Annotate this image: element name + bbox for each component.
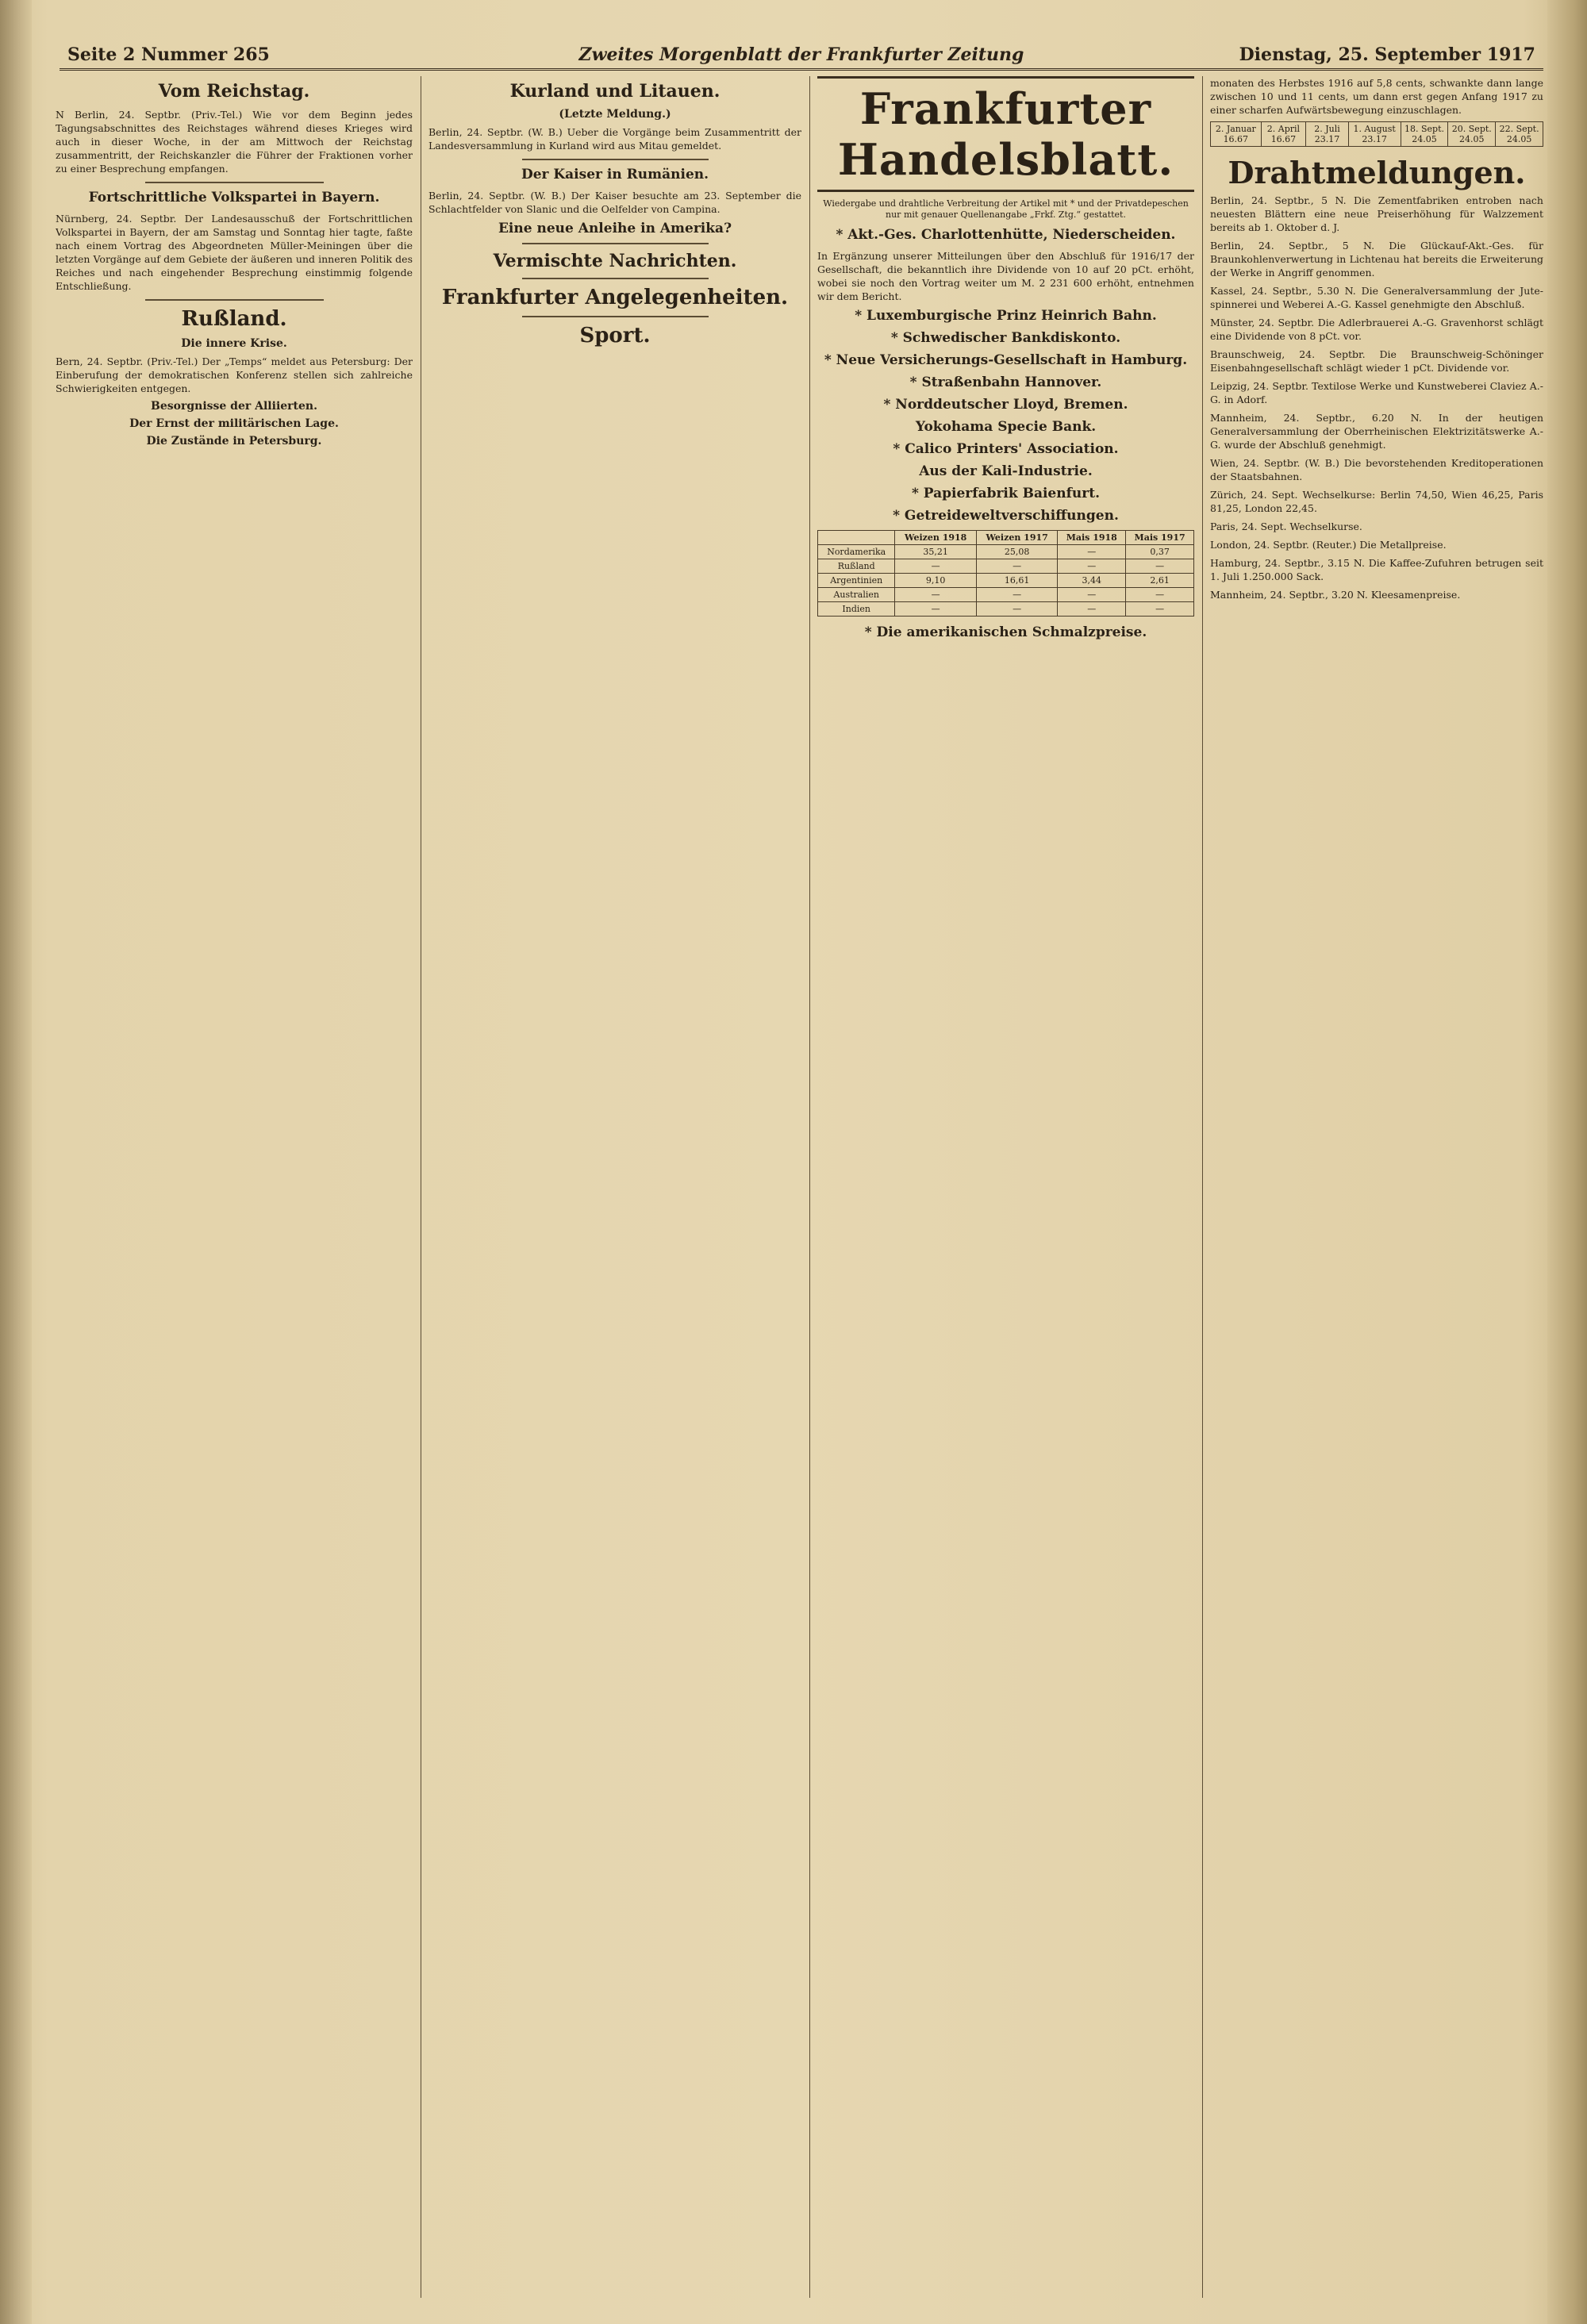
table-cell: 3,44 [1058, 574, 1126, 588]
article-paragraph: monaten des Herbstes 1916 auf 5,8 cents, schwankte dann lange zwischen 10 und 11 cents, um dann erst gegen Anfang 1917 zu einer scharfen Aufwärtsbewegung einzuschlagen. [1210, 77, 1543, 116]
headline-sport: Sport. [579, 324, 651, 348]
table-row [818, 588, 1194, 602]
headline-reichstag: Vom Reichstag. [158, 81, 310, 102]
article-paragraph: Wien, 24. Septbr. (W. B.) Die bevorstehenden Kreditoperationen der Staatsbahnen. [1210, 457, 1543, 482]
table-row [818, 602, 1194, 617]
article-paragraph: Braunschweig, 24. Septbr. Die Braunschweig-Schöninger Eisenbahngesellschaft schlägt wieder 1 pCt. Dividende vor. [1210, 348, 1543, 374]
table-cell: — [1058, 545, 1126, 559]
table-cell: Australien [818, 588, 895, 602]
page-binding-edge [0, 0, 32, 2324]
headline-luxemburg-bahn: * Luxemburgische Prinz Heinrich Bahn. [855, 308, 1157, 324]
headline-schmalzpreise: * Die amerikanischen Schmalzpreise. [864, 624, 1147, 640]
article-paragraph: Hamburg, 24. Septbr., 3.15 N. Die Kaffee-Zufuhren betrugen seit 1. Juli 1.250.000 Sack. [1210, 557, 1543, 582]
table-header-cell [818, 531, 895, 545]
article-paragraph: Berlin, 24. Septbr., 5 N. Die Glückauf-Akt.-Ges. für Braunkohlenverwertung in Lichtenau hat bereits die Erweiterung der Werke in Angriff genommen. [1210, 240, 1543, 278]
table-header-cell: Mais 1918 [1058, 531, 1126, 545]
table-cell: 2,61 [1126, 574, 1194, 588]
headline-versicherung: * Neue Versicherungs-Gesellschaft in Hamburg. [824, 352, 1188, 368]
header-date: Dienstag, 25. September 1917 [1239, 44, 1535, 65]
headline-kaiser: Der Kaiser in Rumänien. [521, 167, 709, 182]
separator [522, 159, 709, 160]
table-cell: — [976, 602, 1057, 617]
headline-volkspartei: Fortschrittliche Volkspartei in Bayern. [88, 190, 380, 206]
table-cell: 9,10 [895, 574, 976, 588]
table-row [818, 574, 1194, 588]
subheadline: Die Zustände in Petersburg. [146, 435, 322, 448]
table-cell: 2. April 16.67 [1261, 122, 1306, 147]
headline-getreide: * Getreideweltverschiffungen. [893, 508, 1119, 524]
subheadline: (Letzte Meldung.) [559, 108, 671, 121]
table-cell: 2. Januar 16.67 [1211, 122, 1262, 147]
table-cell: 20. Sept. 24.05 [1448, 122, 1496, 147]
headline-anleihe: Eine neue Anleihe in Amerika? [498, 221, 732, 236]
headline-bankdiskonto: * Schwedischer Bankdiskonto. [890, 330, 1121, 346]
table-cell: — [1058, 602, 1126, 617]
price-table [1210, 121, 1543, 147]
header-page-number: Seite 2 Nummer 265 [67, 44, 270, 65]
copyright-note: Wiedergabe und drahtliche Verbreitung der Artikel mit * und der Privatdepeschen nur mit genauer Quellenangabe „Frkf. Ztg.“ gestattet. [823, 198, 1189, 220]
separator [522, 278, 709, 279]
article-paragraph: Nürnberg, 24. Septbr. Der Landesausschuß der Fortschrittlichen Volkspartei in Bayern, der am Samstag und Sonntag hier tagte, faßte nach einem Vortrag des Abgeordneten Müller-Meiningen über die letzten Vorgänge auf dem Gebiete der äußeren und inneren Politik des Reiches und nach eingehender Besprechung einstimmig folgende Entschließung. [56, 213, 413, 292]
table-cell: 25,08 [976, 545, 1057, 559]
separator [145, 299, 324, 301]
table-cell: — [1126, 559, 1194, 574]
column-2 [428, 76, 801, 2298]
table-cell: — [976, 588, 1057, 602]
headline-charlottenhuette: * Akt.-Ges. Charlottenhütte, Niederscheiden. [836, 227, 1176, 243]
headline-calico: * Calico Printers' Association. [893, 441, 1119, 457]
table-cell: 2. Juli 23.17 [1306, 122, 1348, 147]
table-cell: — [895, 559, 976, 574]
subheadline: Der Ernst der militärischen Lage. [129, 417, 339, 430]
table-header-cell: Weizen 1918 [895, 531, 976, 545]
table-cell: Nordamerika [818, 545, 895, 559]
article-paragraph: Zürich, 24. Sept. Wechselkurse: Berlin 74,50, Wien 46,25, Paris 81,25, London 22,45. [1210, 489, 1543, 514]
headline-russland: Rußland. [181, 307, 287, 331]
table-cell: — [1058, 588, 1126, 602]
table-cell: — [1058, 559, 1126, 574]
section-title-handelsblatt: Frankfurter Handelsblatt. [817, 76, 1194, 192]
column-3 [817, 76, 1194, 2298]
page-right-edge [1547, 0, 1587, 2324]
table-cell: Rußland [818, 559, 895, 574]
article-paragraph: London, 24. Septbr. (Reuter.) Die Metallpreise. [1210, 539, 1447, 551]
table-cell: — [1126, 588, 1194, 602]
article-paragraph: Berlin, 24. Septbr. (W. B.) Der Kaiser besuchte am 23. September die Schlachtfelder von Slanic und die Oelfelder von Campina. [428, 190, 801, 215]
table-cell: 22. Sept. 24.05 [1496, 122, 1543, 147]
table-row [818, 559, 1194, 574]
subheadline: Die innere Krise. [181, 337, 287, 350]
page-header [60, 40, 1543, 71]
article-paragraph: Münster, 24. Septbr. Die Adlerbrauerei A.-G. Gravenhorst schlägt eine Dividende von 8 pCt. vor. [1210, 317, 1543, 342]
article-paragraph: Leipzig, 24. Septbr. Textilose Werke und Kunstweberei Claviez A.-G. in Adorf. [1210, 380, 1543, 405]
table-cell: — [976, 559, 1057, 574]
table-cell: 1. August 23.17 [1348, 122, 1401, 147]
column-rule [809, 76, 810, 2298]
table-cell: 0,37 [1126, 545, 1194, 559]
separator [522, 316, 709, 317]
table-row [1211, 122, 1543, 147]
table-cell: 18. Sept. 24.05 [1401, 122, 1448, 147]
article-paragraph: Berlin, 24. Septbr. (W. B.) Ueber die Vorgänge beim Zusammentritt der Landesversammlung in Kurland wird aus Mitau gemeldet. [428, 126, 801, 152]
article-paragraph: Mannheim, 24. Septbr., 6.20 N. In der heutigen Generalversammlung der Oberrheinischen Elektrizitätswerke A.-G. wurde der Abschluß genehmigt. [1210, 412, 1543, 451]
subheadline: Besorgnisse der Alliierten. [151, 400, 317, 413]
column-4 [1210, 76, 1543, 2298]
grain-shipments-table [817, 530, 1194, 617]
separator [145, 182, 324, 183]
article-paragraph: N Berlin, 24. Septbr. (Priv.-Tel.) Wie vor dem Beginn jedes Tagungsabschnittes des Reichstages während dieses Krieges wird auch in dieser Woche, in der am Mittwoch der Reichstag zusammentritt, der Reichskanzler die Führer der Fraktionen vorher zu einer Besprechung empfangen. [56, 109, 413, 175]
table-header-cell: Weizen 1917 [976, 531, 1057, 545]
headline-vermischte: Vermischte Nachrichten. [493, 251, 737, 271]
table-cell: Indien [818, 602, 895, 617]
header-masthead: Zweites Morgenblatt der Frankfurter Zeitung [578, 44, 1024, 65]
separator [522, 243, 709, 244]
headline-lloyd: * Norddeutscher Lloyd, Bremen. [883, 397, 1128, 413]
headline-papierfabrik: * Papierfabrik Baienfurt. [911, 486, 1100, 501]
table-header-cell: Mais 1917 [1126, 531, 1194, 545]
headline-yokohama: Yokohama Specie Bank. [915, 419, 1097, 435]
headline-kurland: Kurland und Litauen. [509, 81, 720, 102]
table-cell: 16,61 [976, 574, 1057, 588]
table-cell: — [895, 588, 976, 602]
article-paragraph: Kassel, 24. Septbr., 5.30 N. Die Generalversammlung der Jute-spinnerei und Weberei A.-G. Kassel genehmigte den Abschluß. [1210, 285, 1543, 310]
column-1 [56, 76, 413, 2298]
headline-kali: Aus der Kali-Industrie. [919, 463, 1093, 479]
table-cell: — [895, 602, 976, 617]
article-paragraph: Mannheim, 24. Septbr., 3.20 N. Kleesamenpreise. [1210, 589, 1461, 601]
article-paragraph: In Ergänzung unserer Mitteilungen über den Abschluß für 1916/17 der Gesellschaft, die bekanntlich ihre Dividende von 10 auf 20 pCt. erhöht, wobei sie noch den Vortrag weiter um M. 2 231 600 erhöht, entnehmen wir dem Bericht. [817, 250, 1194, 302]
table-cell: 35,21 [895, 545, 976, 559]
headline-angelegenheiten: Frankfurter Angelegenheiten. [441, 286, 789, 309]
column-rule [1202, 76, 1203, 2298]
section-title-drahtmeldungen: Drahtmeldungen. [1228, 155, 1526, 190]
table-row [818, 545, 1194, 559]
headline-strassenbahn: * Straßenbahn Hannover. [909, 375, 1102, 390]
article-paragraph: Paris, 24. Sept. Wechselkurse. [1210, 520, 1362, 532]
table-cell: Argentinien [818, 574, 895, 588]
article-paragraph: Bern, 24. Septbr. (Priv.-Tel.) Der „Temps“ meldet aus Petersburg: Der Einberufung der demokratischen Konferenz stellen sich zahlreiche Schwierigkeiten entgegen. [56, 355, 413, 394]
table-cell: — [1126, 602, 1194, 617]
article-paragraph: Berlin, 24. Septbr., 5 N. Die Zementfabriken entroben nach neuesten Blättern eine neue Preiserhöhung für Walzzement bereits ab 1. Oktober d. J. [1210, 194, 1543, 233]
